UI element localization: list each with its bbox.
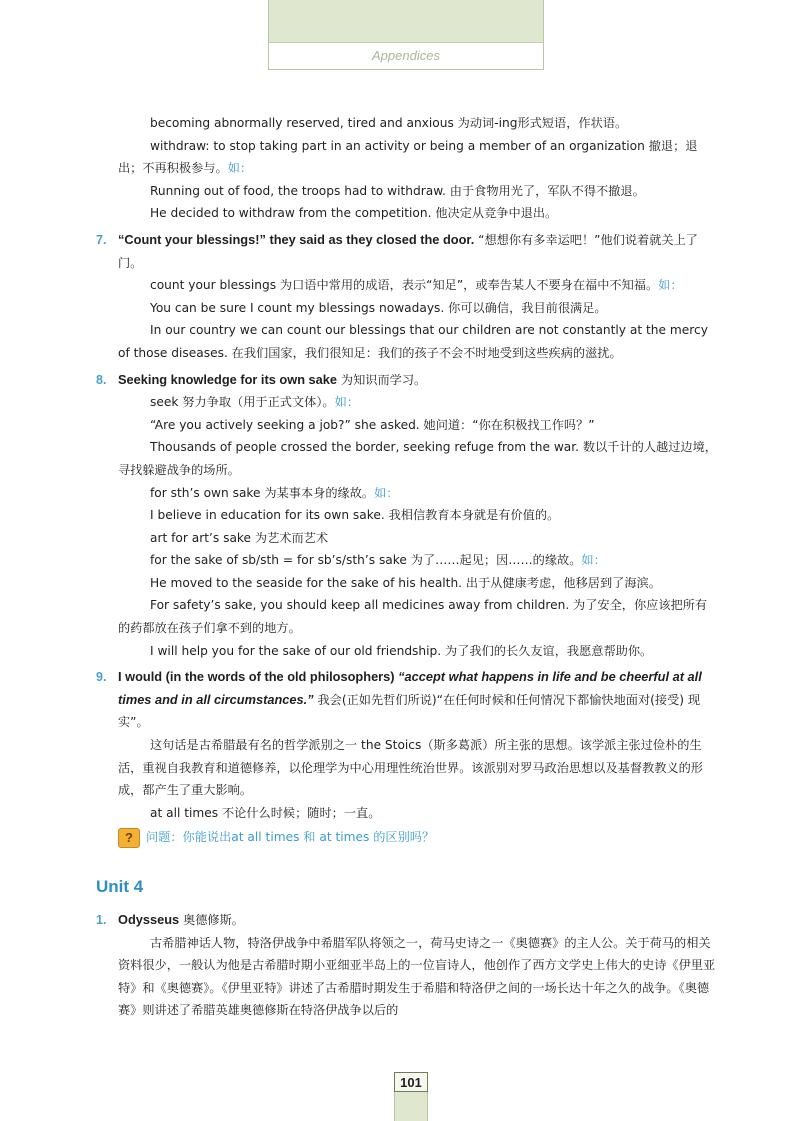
example-marker: 如：: [334, 395, 359, 410]
example-marker: 如：: [374, 485, 399, 500]
section-header-tab: [268, 0, 544, 70]
item-translation: 奥德修斯。: [179, 913, 244, 927]
item-body: 这句话是古希腊最有名的哲学派别之一 the Stoics（斯多葛派）所主张的思想。该学派主张过俭朴的生活，重视自我教育和道德修养，以伦理学为中心用理性统治世界。该派别对罗马政治思想以及基督教教义的形成，都产生了重大影响。: [118, 738, 703, 798]
item-heading: [118, 229, 718, 274]
sake-text: for sth’s own sake 为某事本身的缘故。: [150, 485, 375, 500]
page-foot-tab: [394, 1092, 428, 1121]
example-sentence: You can be sure I count my blessings nowadays. 你可以确信，我目前很满足。: [150, 300, 607, 315]
page-content: [96, 112, 718, 1022]
question-text: 问题：你能说出at all times 和 at times 的区别吗？: [146, 830, 435, 845]
note-item-8: [96, 369, 718, 663]
page-number: 101: [394, 1072, 428, 1092]
item-heading: [118, 909, 718, 932]
for-sake-definition: [118, 549, 718, 572]
item-heading: [118, 666, 718, 734]
withdraw-text: withdraw: to stop taking part in an activity or being a member of an organization 撤退；退出；不再积极参与。: [118, 138, 698, 176]
item-body: 古希腊神话人物，特洛伊战争中希腊军队将领之一，荷马史诗之一《奥德赛》的主人公。关于荷马的相关资料很少，一般认为他是古希腊时期小亚细亚半岛上的一位盲诗人，他创作了西方文学史上伟大的史诗《伊里亚特》和《奥德赛》。《伊里亚特》讲述了古希腊时期发生于希腊和特洛伊之间的一场长达十年之久的战争。《奥德赛》则讲述了希腊英雄奥德修斯在特洛伊战争以后的: [118, 935, 716, 1018]
note-line: becoming abnormally reserved, tired and anxious 为动词-ing形式短语，作状语。: [150, 116, 628, 130]
item-number: 9.: [96, 670, 107, 685]
example-sentence: Thousands of people crossed the border, seeking refuge from the war. 数以千计的人越过边境，寻找躲避战争的场所。: [118, 440, 717, 477]
item-lead: I would (in the words of the old philosophers): [118, 669, 399, 685]
example-sentence: For safety’s sake, you should keep all medicines away from children. 为了安全，你应该把所有的药都放在孩子们拿不到的地方。: [118, 598, 708, 636]
section-label: Appendices: [269, 42, 543, 69]
question-icon: ?: [118, 828, 140, 848]
example-sentence: He moved to the seaside for the sake of his health. 出于从健康考虑，他移居到了海滨。: [150, 575, 661, 590]
question-box: [118, 826, 718, 849]
withdraw-definition: [118, 135, 718, 180]
example-sentence: art for art’s sake 为艺术而艺术: [150, 530, 329, 545]
at-all-times-definition: at all times 不论什么时候；随时；一直。: [150, 805, 381, 820]
item-translation: “想想你有多幸运吧！”他们说着就关上了门。: [118, 232, 698, 270]
seek-definition: [118, 391, 718, 414]
note-item-9: [96, 666, 718, 849]
example-sentence: I will help you for the sake of our old friendship. 为了我们的长久友谊，我愿意帮助你。: [150, 643, 653, 658]
item-heading: [118, 369, 718, 392]
example-sentence: “Are you actively seeking a job?” she asked. 她问道：“你在积极找工作吗？”: [150, 417, 595, 432]
item-number: 8.: [96, 372, 107, 387]
body-text: count your blessings 为口语中常用的成语，表示“知足”，或奉告某人不要身在福中不知福。: [150, 278, 659, 293]
example-marker: 如：: [227, 161, 253, 176]
example-sentence: He decided to withdraw from the competition. 他决定从竞争中退出。: [150, 206, 558, 221]
item-translation: 为知识而学习。: [337, 372, 427, 387]
seek-text: seek 努力争取（用于正式文体）。: [150, 395, 335, 410]
example-marker: 如：: [581, 553, 606, 568]
item-lead-quote: “accept what happens in life and be cheerful at all times and in all circumstances.”: [118, 669, 702, 707]
item-lead: Odysseus: [118, 912, 180, 927]
note-item-7: [96, 229, 718, 365]
example-sentence: Running out of food, the troops had to withdraw. 由于食物用光了，军队不得不撤退。: [150, 183, 645, 198]
item-body: [118, 274, 718, 297]
example-sentence: In our country we can count our blessings that our children are not constantly at the mercy of those diseases. 在我们国家，我们很知足：我们的孩子不会不时地受到这些疾病的滋扰。: [118, 323, 708, 360]
item-number: 7.: [96, 232, 107, 247]
sake-definition: [118, 482, 718, 505]
item-lead: Seeking knowledge for its own sake: [118, 371, 338, 387]
unit-heading: Unit 4: [96, 877, 144, 896]
unit-item-1: [96, 909, 718, 1022]
item-lead: “Count your blessings!” they said as they closed the door.: [118, 231, 475, 247]
item-number: 1.: [96, 913, 107, 927]
for-sake-text: for the sake of sb/sth = for sb’s/sth’s sake 为了……起见；因……的缘故。: [150, 553, 582, 568]
example-marker: 如：: [658, 278, 683, 293]
item-translation: 我会(正如先哲们所说)“在任何时候和任何情况下都愉快地面对(接受) 现实”。: [118, 692, 701, 730]
example-sentence: I believe in education for its own sake. 我相信教育本身就是有价值的。: [150, 508, 560, 523]
